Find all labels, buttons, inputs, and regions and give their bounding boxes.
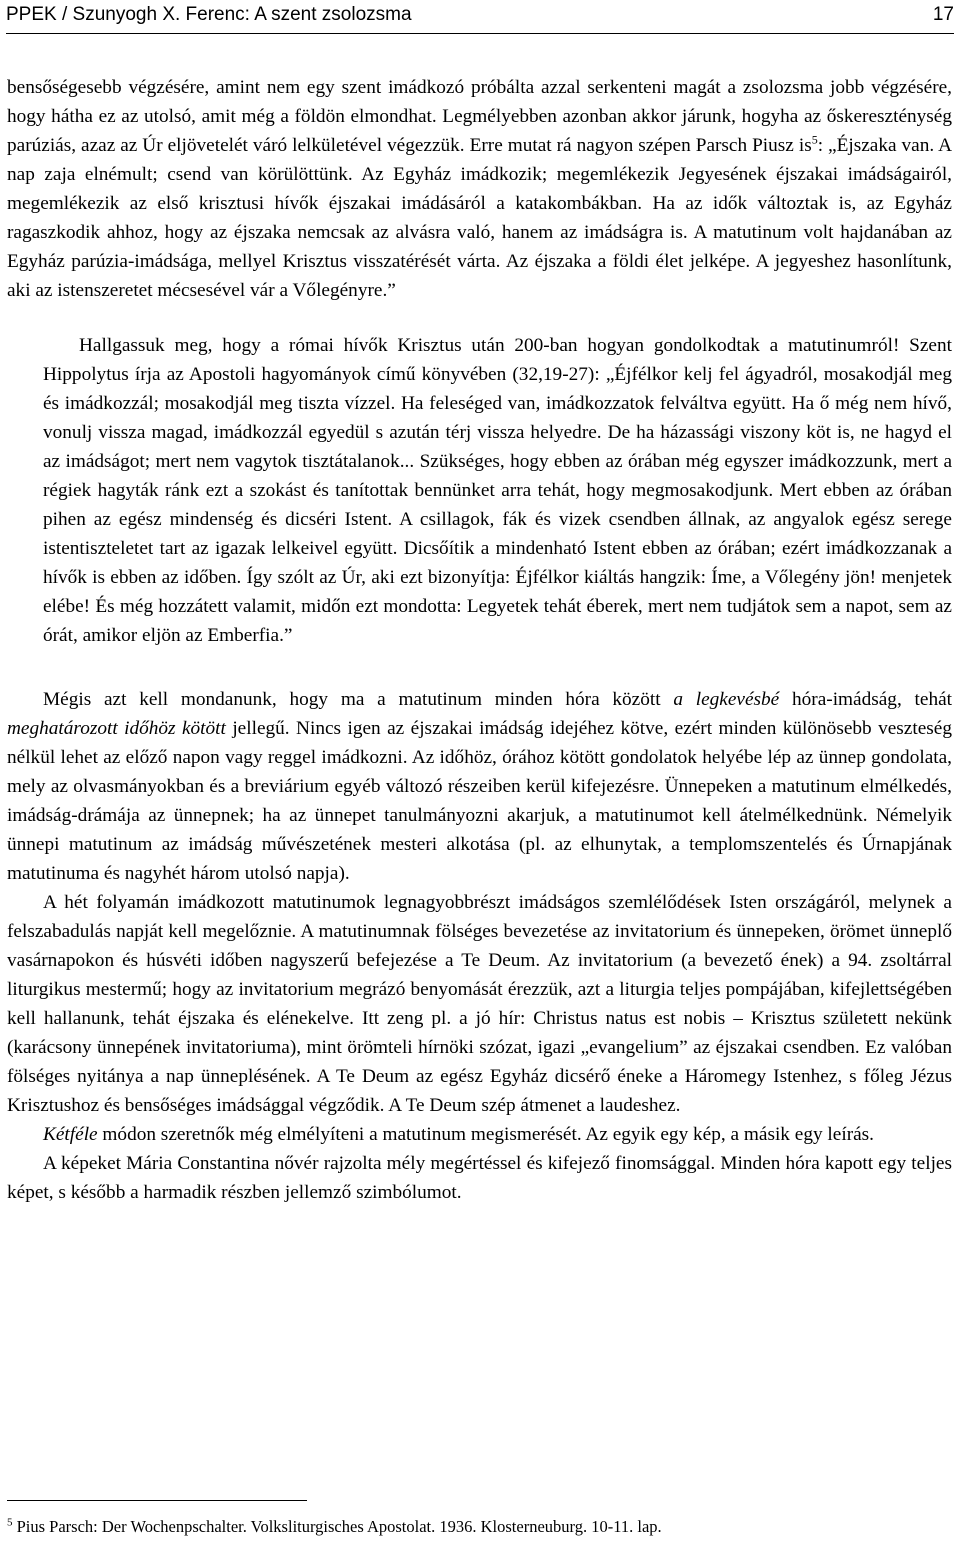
paragraph-3: [7, 685, 952, 888]
paragraph-2: Hallgassuk meg, hogy a római hívők Krisztus után 200-ban hogyan gondolkodtak a matutinumról! Szent Hippolytus írja az Apostoli hagyományok című könyvében (32,19-27): „Éjfélkor kelj fel ágyadról, mosakodjál meg és imádkozzál; mosakodjál meg tiszta vízzel. Ha feleséged van, imádkozzatok felváltva együtt. Ha ő még nem hívő, vonulj vissza magad, imádkozzál egyedül s azután térj vissza helyedre. De ha házassági viszony köt is, ne hagyd el az imádságot; mert nem vagytok tisztátalanok... Szükséges, hogy ebben az órában még egyszer imádkozzunk, mert a régiek hagyták ránk ezt a szokást és tanítottak bennünket arra tehát, hogy megmosakodjunk. Mert ebben az órában pihen az egész mindenség és dicséri Istent. A csillagok, fák és vizek csendben állnak, az angyalok egész serege istentiszteletet tart az igazak lelkeivel együtt. Dicsőítik a mindenható Istent ebben az órában; ezért imádkozzanak a hívők is ebben az időben. Így szólt az Úr, aki ezt bizonyítja: Éjfélkor kiáltás hangzik: Íme, a Vőlegény jön! menjetek elébe! És még hozzátett valamit, midőn ezt mondotta: Legyetek tehát éberek, mert nem tudjátok sem a napot, sem az órát, amikor eljön az Emberfia.”: [43, 335, 952, 646]
header-title: PPEK / Szunyogh X. Ferenc: A szent zsolozsma: [6, 4, 412, 25]
footnote: [7, 1517, 952, 1537]
paragraph-4: A hét folyamán imádkozott matutinumok legnagyobbrészt imádságos szemlélődések Isten országáról, melynek a felszabadulás napját kell megelőznie. A matutinumnak fölséges bevezetése az invitatorium és ünnepeken, örömet ünneplő vasárnapokon és húsvéti időben nagyszerű befejezése a Te Deum. Az invitatorium (a bevezető ének) a 94. zsoltárral liturgikus mestermű; hogy az invitatorium megrázó benyomását érezzük, azt a liturgia teljes pompájában, kifejlettségében kell hallanunk, tehát éjszaka és elénekelve. Itt zeng pl. a jó hír: Christus natus est nobis – Krisztus született nekünk (karácsony ünnepének invitatoriuma), mint örömteli hírnöki szózat, igazi „evangelium” az éjszakai csendben. Ez valóban fölséges nyitánya a nap ünneplésének. A Te Deum az egész Egyház dicsérő éneke a Háromegy Istenhez, s főleg Jézus Krisztushoz és bensőséges imádsággal végződik. A Te Deum szép átmenet a laudeshez.: [7, 892, 952, 1116]
hippolytus-quote-block: [7, 331, 952, 650]
paragraph-1-text-a: bensőségesebb végzésére, amint nem egy szent imádkozó próbálta azzal serkenteni magát a zsolozsma jobb végzésére, hogy hátha ez az utolsó, amit még a földön elmondhat. Legmélyebben azonban akkor járunk, hogyha az őskereszténység parúziás, azaz az Úr eljövetelét váró lelkületével végezzük. Erre mutat rá nagyon szépen Parsch Piusz is: [7, 77, 952, 156]
emphasis-meghatarozott: meghatározott időhöz kötött: [7, 718, 226, 739]
paragraph-5: [7, 1120, 952, 1149]
paragraph-5-text: módon szeretnők még elmélyíteni a matutinum megismerését. Az egyik egy kép, a másik egy leírás.: [97, 1124, 874, 1145]
footnote-number: 5: [7, 1516, 13, 1529]
emphasis-legkevesbe: a legkevésbé: [673, 689, 780, 710]
paragraph-3-text-c: jellegű. Nincs igen az éjszakai imádság idejéhez kötve, ezért minden különösebb veszteség nélkül lehet az előző napon vagy reggel imádkozni. Az időhöz, órához kötött gondolatok helyébe lép az ünnep gondolata, mely az olvasmányokban és a breviárium egyéb változó részeiben kerül kifejezésre. Ünnepeken a matutinum elmélkedés, imádság-drámája az ünnepnek; ha az ünnepet tanulmányozni akarjuk, a matutinumot kell átelmélkednünk. Némelyik ünnepi matutinum az imádság művészetének mesteri alkotása (pl. az elhunytak, a templomszentelés és Úrnapjának matutinuma és nagyhét három utolsó napja).: [7, 718, 952, 884]
running-header: [6, 2, 954, 28]
paragraph-6: A képeket Mária Constantina nővér rajzolta mély megértéssel és kifejező finomsággal. Minden hóra kapott egy teljes képet, s később a harmadik részben jellemző szimbólumot.: [7, 1153, 952, 1203]
paragraph-spacer: [7, 305, 952, 331]
footnote-divider: [7, 1500, 307, 1501]
footnote-reference[interactable]: 5: [811, 132, 818, 147]
paragraph-1-text-b: : „Éjszaka van. A nap zaja elnémult; csend van körülöttünk. Az Egyház imádkozik; megemlékezik Jegyesének éjszakai imádságairól, megemlékezik az első krisztusi hívők éjszakai imádásáról a katakombákban. Ha az idők változtak is, az Egyház ragaszkodik ahhoz, hogy az éjszaka nemcsak az alvásra való, hanem az imádságra is. A matutinum volt hajdanában az Egyház parúzia-imádsága, mellyel Krisztus visszatérését várta. Az éjszaka a földi élet jelképe. A jegyeshez hasonlítunk, aki az istenszeretet mécsesével vár a Vőlegényre.”: [7, 135, 952, 301]
paragraph-1: [7, 73, 952, 305]
emphasis-ketfele: Kétféle: [43, 1124, 98, 1145]
footnote-text: Pius Parsch: Der Wochenpschalter. Volksliturgisches Apostolat. 1936. Klosterneuburg. 10-11. lap.: [12, 1517, 662, 1536]
paragraph-spacer: [7, 650, 952, 685]
page-number: 17: [932, 4, 954, 25]
header-divider: [6, 33, 954, 34]
paragraph-3-text-b: hóra-imádság, tehát: [779, 689, 953, 710]
paragraph-3-text-a: Mégis azt kell mondanunk, hogy ma a matutinum minden hóra között: [43, 689, 674, 710]
body-text: [7, 73, 952, 1207]
